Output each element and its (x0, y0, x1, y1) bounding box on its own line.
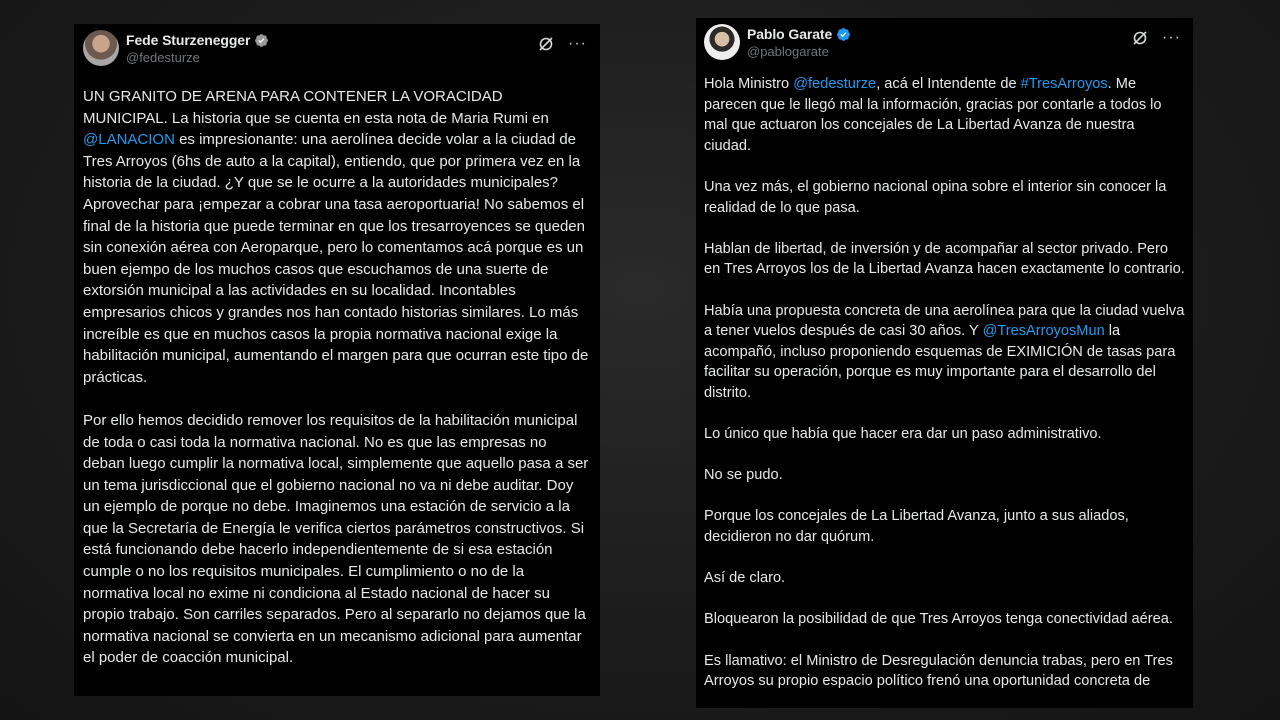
verified-badge-icon (836, 27, 851, 42)
tweet-actions (538, 36, 587, 52)
tweet-paragraph-1: Hola Ministro @fedesturze, acá el Intendente de #TresArroyos. Me parecen que le llegó mal la información, gracias por contarle a todos lo mal que actuaron los concejales de La Libertad Avanza de nuestra ciudad. (704, 76, 1162, 154)
mention-link[interactable]: @fedesturze (793, 76, 877, 92)
tweet-header (704, 24, 1185, 72)
more-options-icon[interactable]: ··· (1162, 29, 1181, 46)
tweet-paragraph-10: Es llamativo: el Ministro de Desregulación denuncia trabas, pero en Tres Arroyos su propio espacio político frenó una oportunidad concreta de (704, 652, 1173, 690)
tweet-paragraph-3: Hablan de libertad, de inversión y de acompañar al sector privado. Pero en Tres Arroyos los de la Libertad Avanza hacen exactamente lo contrario. (704, 240, 1185, 278)
mention-link[interactable]: @LANACION (83, 131, 175, 149)
tweet-card-right (696, 18, 1193, 708)
verified-badge-icon (254, 33, 269, 48)
tweet-paragraph-2: Una vez más, el gobierno nacional opina sobre el interior sin conocer la realidad de lo que pasa. (704, 178, 1167, 216)
author-handle[interactable]: @pablogarate (747, 44, 829, 59)
hashtag-link[interactable]: #TresArroyos (1020, 76, 1108, 92)
author-name-row (126, 32, 269, 48)
tweet-actions (1132, 30, 1181, 46)
grok-icon[interactable] (538, 36, 554, 52)
avatar[interactable] (83, 30, 119, 66)
tweet-paragraph-2: Por ello hemos decidido remover los requisitos de la habilitación municipal de toda o casi toda la normativa nacional. No es que las empresas no deban luego cumplir la normativa local, simplemente que aquello pasa a ser un tema jurisdiccional que el gobierno nacional no va ni debe auditar. Doy un ejemplo de porque no debe. Imaginemos una estación de servicio a la que la Secretaría de Energía le verifica ciertos parámetros constructivos. Si está funcionando debe hacerlo independientemente de si esa estación cumple o no los requisitos municipales. El cumplimiento o no de la normativa local no exime ni condiciona al Estado nacional de hacer su propio trabajo. Son carriles separados. Pero al separarlo no dejamos que la normativa nacional se convierta en un mecanismo adicional para aumentar el poder de coacción municipal. (83, 411, 589, 667)
author-name-row (747, 26, 851, 42)
tweet-paragraph-7: Porque los concejales de La Libertad Avanza, junto a sus aliados, decidieron no dar quórum. (704, 508, 1129, 546)
author-name[interactable]: Pablo Garate (747, 26, 833, 42)
author-handle[interactable]: @fedesturze (126, 50, 200, 65)
tweet-header (83, 30, 591, 78)
more-options-icon[interactable]: ··· (568, 35, 587, 52)
tweet-paragraph-5: Lo único que había que hacer era dar un paso administrativo. (704, 426, 1102, 443)
avatar[interactable] (704, 24, 740, 60)
tweet-card-left (74, 24, 600, 696)
mention-link[interactable]: @TresArroyosMun (982, 323, 1105, 340)
tweet-text (83, 86, 591, 669)
tweet-paragraph-4: Había una propuesta concreta de una aerolínea para que la ciudad vuelva a tener vuelos después de casi 30 años. Y @TresArroyosMun la acompañó, incluso proponiendo esquemas de EXIMICIÓN de tasas para facilitar su operación, porque es muy importante para el desarrollo del distrito. (704, 302, 1185, 401)
tweet-text (704, 74, 1185, 692)
tweet-paragraph-8: Así de claro. (704, 570, 786, 587)
author-name[interactable]: Fede Sturzenegger (126, 32, 251, 48)
tweet-paragraph-6: No se pudo. (704, 467, 783, 484)
tweet-paragraph-9: Bloquearon la posibilidad de que Tres Arroyos tenga conectividad aérea. (704, 611, 1173, 628)
tweet-paragraph-1: UN GRANITO DE ARENA PARA CONTENER LA VORACIDAD MUNICIPAL. La historia que se cuenta en esta nota de Maria Rumi en @LANACION es impresionante: una aerolínea decide volar a la ciudad de Tres Arroyos (6hs de auto a la capital), entiendo, que por primera vez en la historia de la ciudad. ¿Y que se le ocurre a la autoridades municipales? Aprovechar para ¡empezar a cobrar una tasa aeroportuaria! No sabemos el final de la historia que puede terminar en que los tresarroyences se queden sin conexión aérea con Aeroparque, pero lo comentamos acá porque es un buen ejempo de los muchos casos que escuchamos de una suerte de extorsión municipal a las actividades en su localidad. Incontables empresarios chicos y grandes nos han contado historias similares. Lo más increíble es que en muchos casos la propia normativa nacional exige la habilitación municipal, aumentando el margen para que ocurran este tipo de prácticas. (83, 88, 589, 386)
grok-icon[interactable] (1132, 30, 1148, 46)
